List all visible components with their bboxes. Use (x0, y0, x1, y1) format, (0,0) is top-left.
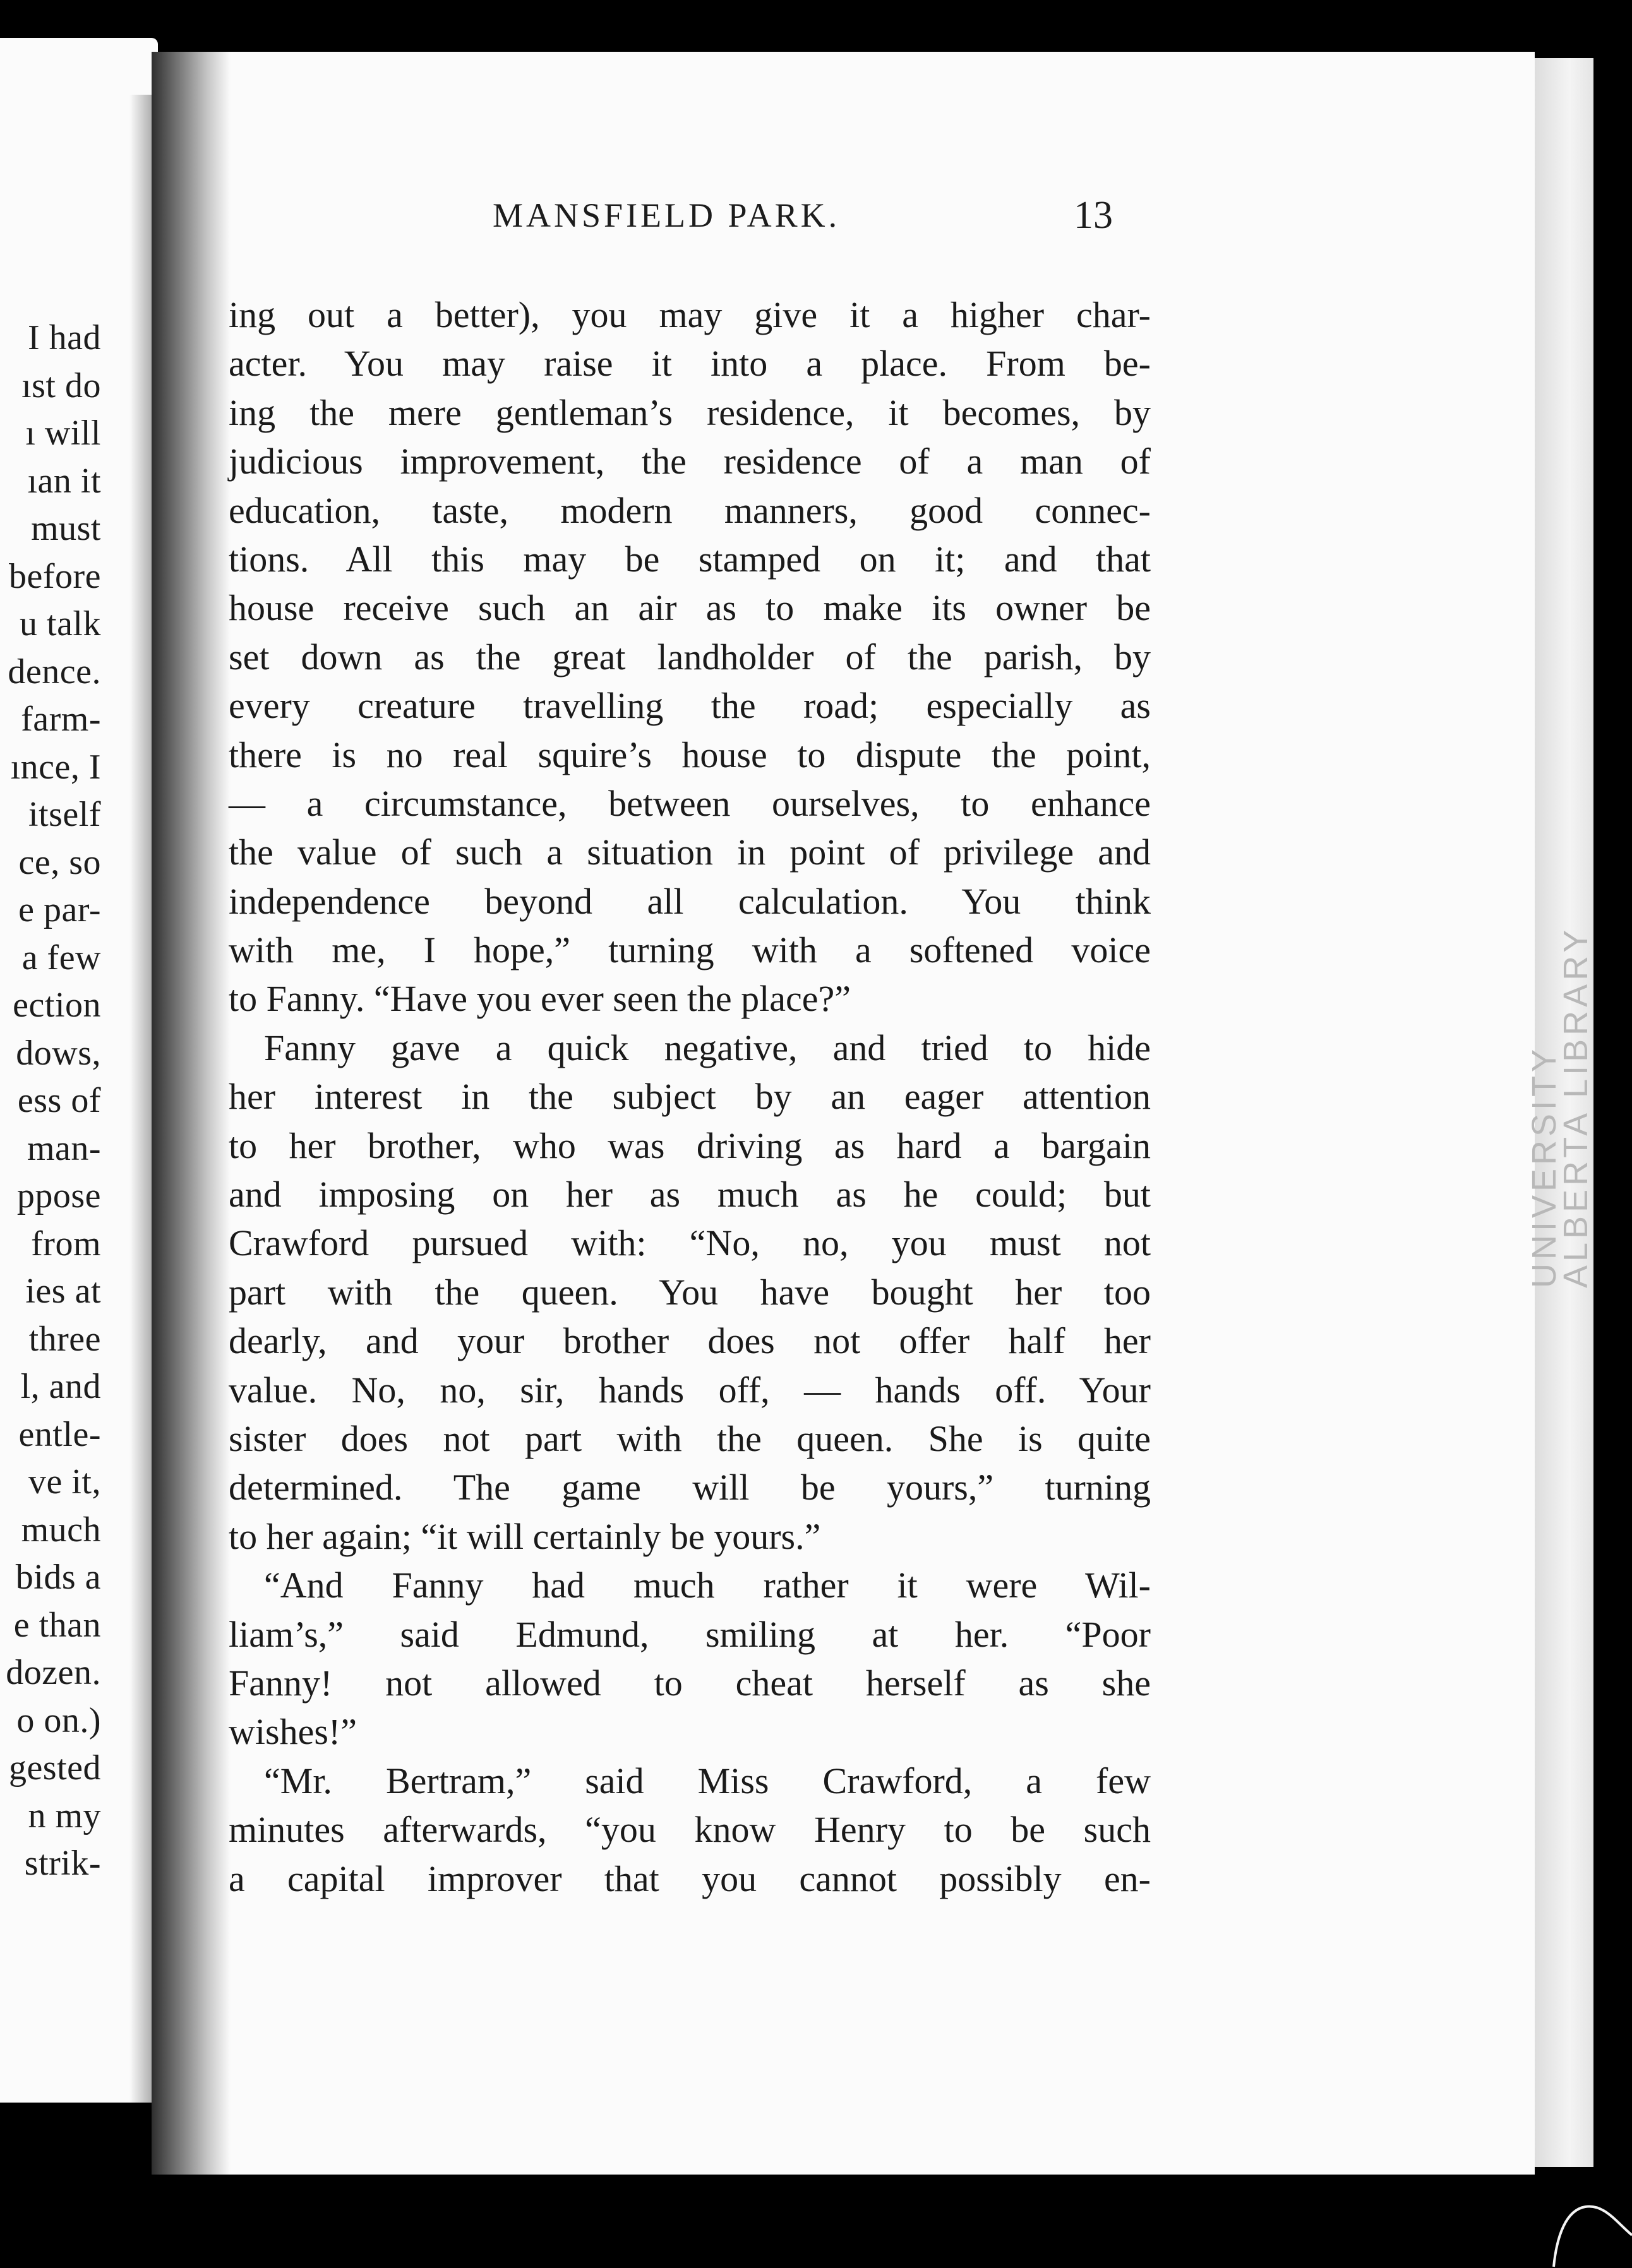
left-line: ies at (25, 1272, 101, 1311)
left-page (0, 38, 158, 2103)
left-line: three (28, 1319, 101, 1359)
left-page-text (0, 314, 101, 1888)
left-line: ı will (25, 414, 101, 453)
text-line: ing out a better), you may give it a higher char- (229, 294, 1151, 335)
text-line: Fanny gave a quick negative, and tried to hide (264, 1027, 1151, 1068)
left-line: from (31, 1224, 101, 1263)
text-line: minutes afterwards, “you know Henry to be such (229, 1809, 1151, 1851)
text-line: judicious improvement, the residence of a man of (229, 441, 1151, 482)
left-line: e par- (18, 890, 101, 929)
text-line: Fanny! not allowed to cheat herself as she (229, 1662, 1151, 1704)
text-line: dearly, and your brother does not offer half her (229, 1320, 1151, 1362)
left-line: a few (21, 938, 101, 977)
left-line: ıst do (21, 366, 101, 405)
text-line: tions. All this may be stamped on it; and that (229, 538, 1151, 580)
left-line: u talk (20, 604, 101, 643)
corner-scan-mark (1541, 2172, 1632, 2268)
left-line: ection (13, 986, 101, 1025)
text-line: to her again; “it will certainly be yours.” (229, 1515, 821, 1557)
left-line: ıan it (27, 461, 101, 501)
text-line: wishes!” (229, 1711, 357, 1753)
left-line: dence. (8, 652, 101, 691)
left-line: farm- (21, 700, 101, 739)
left-line: n my (28, 1796, 101, 1835)
text-line: “Mr. Bertram,” said Miss Crawford, a few (264, 1760, 1151, 1801)
spine-shadow (152, 52, 231, 2175)
text-line: value. No, no, sir, hands off, — hands off. Your (229, 1369, 1151, 1411)
left-line: strik- (24, 1844, 101, 1883)
left-line: ınce, I (10, 747, 101, 787)
left-line: before (8, 556, 101, 596)
text-line: Crawford pursued with: “No, no, you must not (229, 1222, 1151, 1264)
text-line: part with the queen. You have bought her too (229, 1271, 1151, 1313)
text-line: set down as the great landholder of the parish, by (229, 636, 1151, 677)
left-line: itself (28, 795, 101, 834)
text-line: education, taste, modern manners, good connec- (229, 489, 1151, 531)
text-line: acter. You may raise it into a place. From be- (229, 343, 1151, 385)
text-line: and imposing on her as much as he could; but (229, 1174, 1151, 1215)
text-line: sister does not part with the queen. She is quite (229, 1418, 1151, 1459)
stamp-line-alberta-library: ALBERTA LIBRARY (1557, 926, 1595, 1288)
left-line: dozen. (6, 1653, 101, 1692)
text-line: every creature travelling the road; especially as (229, 685, 1151, 727)
text-line: with me, I hope,” turning with a softened voice (229, 929, 1151, 971)
page-body-text (229, 290, 1151, 1903)
text-line: — a circumstance, between ourselves, to enhance (229, 782, 1151, 824)
left-line: man- (27, 1128, 101, 1168)
left-line: e than (13, 1605, 101, 1645)
text-line: independence beyond all calculation. You think (229, 880, 1151, 922)
text-line: the value of such a situation in point of privilege and (229, 832, 1151, 873)
text-line: her interest in the subject by an eager attention (229, 1076, 1151, 1118)
left-line: o on.) (16, 1700, 101, 1740)
text-line: “And Fanny had much rather it were Wil- (264, 1565, 1151, 1606)
left-line: dows, (16, 1033, 101, 1073)
left-line: entle- (18, 1414, 101, 1454)
page-number: 13 (1074, 194, 1113, 237)
left-line: ve it, (28, 1462, 101, 1501)
left-line: much (21, 1510, 101, 1549)
text-line: to her brother, who was driving as hard a bargain (229, 1125, 1151, 1166)
left-line: must (31, 509, 101, 548)
text-line: house receive such an air as to make its owner be (229, 587, 1151, 629)
text-line: there is no real squire’s house to dispute the point, (229, 734, 1151, 775)
text-line: to Fanny. “Have you ever seen the place?” (229, 978, 851, 1020)
left-line: ce, so (18, 842, 101, 882)
left-line: gested (8, 1748, 101, 1788)
left-line: bids a (15, 1558, 101, 1597)
left-line: ess of (17, 1081, 101, 1120)
left-line: ppose (16, 1176, 101, 1215)
text-line: ing the mere gentleman’s residence, it becomes, by (229, 391, 1151, 433)
stamp-line-university: UNIVERSITY (1525, 1045, 1563, 1288)
left-line: l, and (20, 1367, 101, 1406)
text-line: liam’s,” said Edmund, smiling at her. “Poor (229, 1613, 1151, 1655)
text-line: determined. The game will be yours,” turning (229, 1467, 1151, 1508)
left-line: I had (27, 318, 101, 357)
running-head: MANSFIELD PARK. (493, 196, 841, 234)
text-line: a capital improver that you cannot possibly en- (229, 1858, 1151, 1899)
